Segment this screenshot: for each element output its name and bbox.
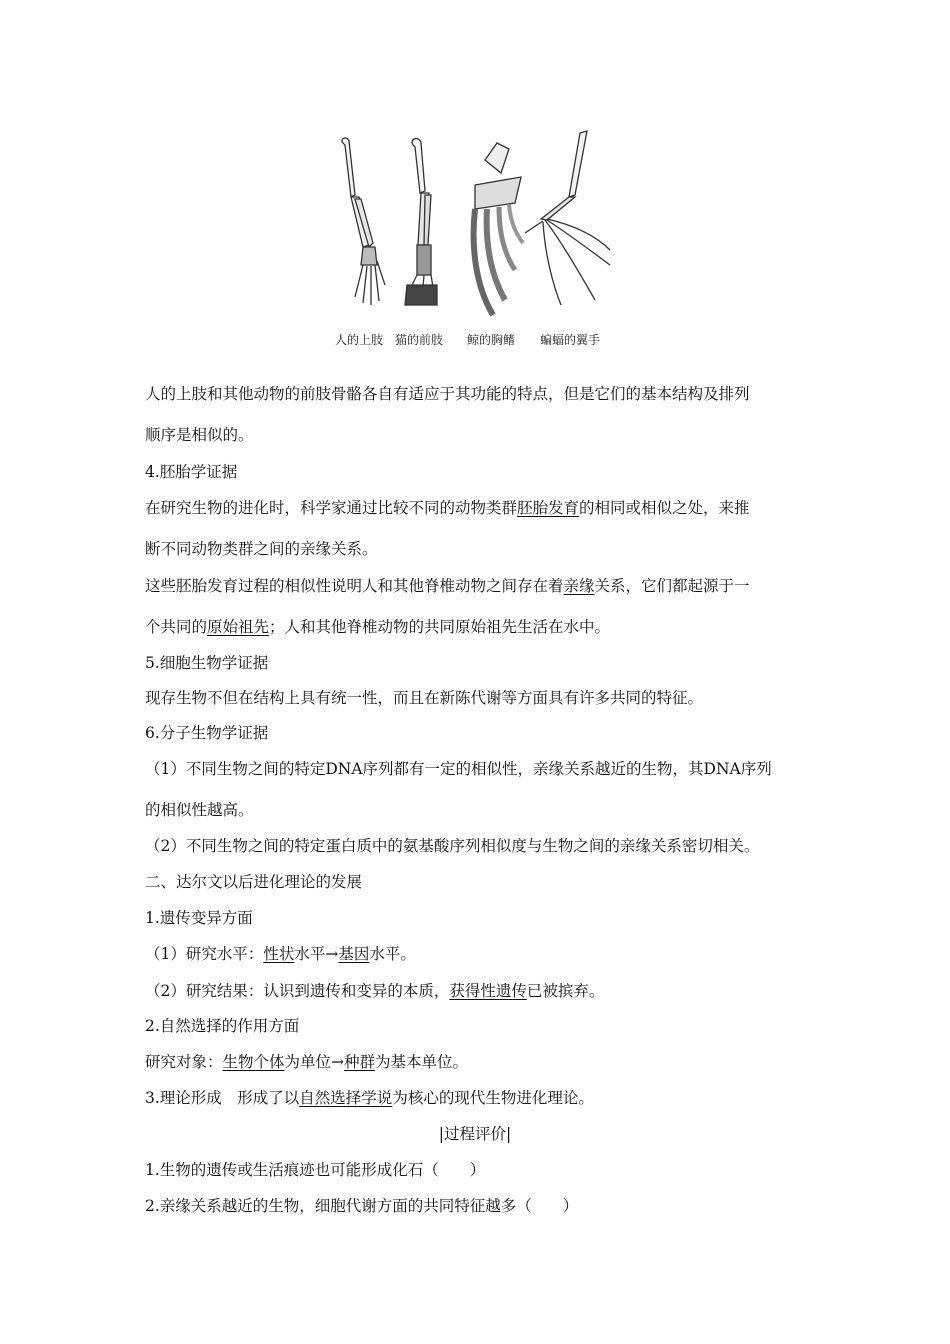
cat-leg-drawing xyxy=(405,139,437,305)
section-5-heading: 5.细胞生物学证据 xyxy=(145,654,269,672)
paragraph-limbs-line1: 人的上肢和其他动物的前肢骨骼各自有适应于其功能的特点，但是它们的基本结构及排列 xyxy=(145,385,750,403)
underlined-term: 原始祖先 xyxy=(207,618,270,636)
caption-cat-leg: 猫的前肢 xyxy=(395,333,444,347)
text-span: 个共同的 xyxy=(145,618,208,636)
text-span: 研究对象： xyxy=(145,1053,223,1071)
text-span: 水平。 xyxy=(369,945,416,963)
section-4-heading: 4.胚胎学证据 xyxy=(145,463,238,481)
part-2-sub1-item2 xyxy=(145,981,604,1001)
bat-wing-drawing xyxy=(525,131,610,305)
underlined-term: 自然选择学说 xyxy=(299,1089,393,1107)
section-6-heading: 6.分子生物学证据 xyxy=(145,724,269,742)
text-span: 的相同或相似之处，来推 xyxy=(579,499,750,517)
underlined-term: 性状 xyxy=(263,945,295,963)
review-question-1: 1.生物的遗传或生活痕迹也可能形成化石（ ） xyxy=(145,1161,486,1179)
homologous-limbs-figure xyxy=(325,125,625,355)
section-4-para-b-line1 xyxy=(145,576,750,596)
text-span: （2）研究结果：认识到遗传和变异的本质， xyxy=(145,982,450,1000)
part-2-heading: 二、达尔文以后进化理论的发展 xyxy=(145,873,363,891)
text-span: 3.理论形成 形成了以 xyxy=(145,1089,300,1107)
text-span: 这些胚胎发育过程的相似性说明人和其他脊椎动物之间存在着 xyxy=(145,577,564,595)
underlined-term: 获得性遗传 xyxy=(449,982,527,1000)
text-span: 为核心的现代生物进化理论。 xyxy=(392,1089,594,1107)
text-span: 在研究生物的进化时，科学家通过比较不同的动物类群 xyxy=(145,499,518,517)
text-span: ；人和其他脊椎动物的共同原始祖先生活在水中。 xyxy=(269,618,611,636)
text-span: （1）研究水平： xyxy=(145,945,264,963)
section-4-para-b-line2 xyxy=(145,617,610,637)
part-2-sub3-heading xyxy=(145,1088,594,1108)
section-4-para-a-line2: 断不同动物类群之间的亲缘关系。 xyxy=(145,540,378,558)
underlined-term: 基因 xyxy=(338,945,370,963)
review-question-2: 2.亲缘关系越近的生物，细胞代谢方面的共同特征越多（ ） xyxy=(145,1197,579,1215)
figure-captions xyxy=(325,331,625,351)
underlined-term: 亲缘 xyxy=(563,577,595,595)
review-title: |过程评价| xyxy=(438,1125,512,1143)
part-2-sub1-item1 xyxy=(145,944,416,964)
underlined-term: 种群 xyxy=(344,1053,376,1071)
human-arm-drawing xyxy=(342,138,385,305)
text-span: 关系，它们都起源于一 xyxy=(594,577,750,595)
part-2-sub1-heading: 1.遗传变异方面 xyxy=(145,909,253,927)
limb-bones-illustration xyxy=(325,125,625,330)
part-2-sub2-object xyxy=(145,1052,468,1072)
section-6-item1-line2: 的相似性越高。 xyxy=(145,801,254,819)
caption-whale-flipper: 鲸的胸鳍 xyxy=(467,333,516,347)
caption-bat-wing: 蝙蝠的翼手 xyxy=(540,333,601,347)
section-6-item1-line1: （1）不同生物之间的特定DNA序列都有一定的相似性，亲缘关系越近的生物，其DNA序列 xyxy=(145,760,772,778)
text-span: 为单位→ xyxy=(284,1053,345,1071)
part-2-sub2-heading: 2.自然选择的作用方面 xyxy=(145,1017,300,1035)
whale-flipper-drawing xyxy=(474,143,523,315)
text-span: 已被摈弃。 xyxy=(526,982,605,1000)
paragraph-limbs-line2: 顺序是相似的。 xyxy=(145,426,254,444)
text-span: 为基本单位。 xyxy=(375,1053,469,1071)
underlined-term: 生物个体 xyxy=(222,1053,285,1071)
text-span: 水平→ xyxy=(294,945,339,963)
section-4-para-a-line1 xyxy=(145,498,750,518)
caption-human-arm: 人的上肢 xyxy=(335,333,384,347)
section-6-item2: （2）不同生物之间的特定蛋白质中的氨基酸序列相似度与生物之间的亲缘关系密切相关。 xyxy=(145,837,760,855)
underlined-term: 胚胎发育 xyxy=(517,499,580,517)
section-5-text: 现存生物不但在结构上具有统一性，而且在新陈代谢等方面具有许多共同的特征。 xyxy=(145,689,704,707)
